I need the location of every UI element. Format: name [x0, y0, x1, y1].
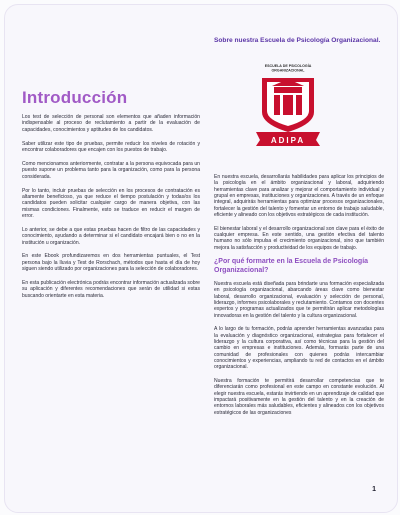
school-paragraph: A lo largo de tu formación, podrás aprender herramientas avanzadas para la evaluación y diagnóstico organizacional, estrategias para fortalecer el liderazgo y la cultura corporativa, así como técnicas para la gestión del cambio en empresas e instituciones. Además, formarás parte de una comunidad de profesionales con quienes podrás intercambiar conocimientos y experiencias, ampliando tu red de contactos en el ámbito organizacional.: [214, 326, 384, 371]
school-heading: Sobre nuestra Escuela de Psicología Organizacional.: [214, 37, 381, 44]
question-heading: ¿Por qué formarte en la Escuela de Psicología Organizacional?: [214, 258, 369, 274]
intro-body: [22, 114, 200, 307]
intro-paragraph: Por lo tanto, incluir pruebas de selección en los procesos de contratación es altamente beneficioso, ya que reduce el tiempo postulación y todas/os los candidatos pueden solicitar cualquier cargo de manera objetiva, con las mismas condiciones. Finalmente, esto se traduce en reducir el margen de error.: [22, 187, 200, 219]
intro-paragraph: Saber utilizar este tipo de pruebas, permite reducir los niveles de rotación y encontrar colaboradores que encajen con los puestos de trabajo.: [22, 140, 200, 153]
school-paragraph: Nuestra escuela está diseñada para brindarte una formación especializada en psicología organizacional, abarcando áreas clave como bienestar laboral, desarrollo organizacional, evaluación y selección de personal, liderazgo, informes psicolaborales y reclutamiento. Contamos con docentes expertos y programas actualizados que te permitirán aplicar metodologías innovadoras en la gestión del talento y la cultura organizacional.: [214, 280, 384, 319]
intro-paragraph: Como mencionamos anteriormente, contratar a la persona equivocada para un puesto supone un problema tanto para la organización, como para la persona considerada.: [22, 160, 200, 180]
adipa-logo: [252, 60, 324, 146]
svg-text:ESCUELA DE PSICOLOGÍA: ESCUELA DE PSICOLOGÍA: [264, 64, 312, 68]
svg-text:ADIPA: ADIPA: [270, 136, 306, 146]
page-number: 1: [372, 486, 376, 493]
school-paragraph: En nuestra escuela, desarrollarás habilidades para aplicar los principios de la psicología en el ámbito organizacional y laboral, adquiriendo herramientas clave para analizar y mejorar el comportamiento individual y grupal en empresas, instituciones y organizaciones. A través de un enfoque integral, adquirirás herramientas para optimizar procesos organizacionales, fortalecer la gestión del talento y fomentar un entorno de trabajo saludable, eficiente y alineado con los objetivos estratégicos de cada institución.: [214, 174, 384, 219]
page-title: Introducción: [22, 88, 128, 107]
svg-text:ORGANIZACIONAL: ORGANIZACIONAL: [271, 68, 305, 73]
intro-paragraph: Lo anterior, se debe a que estas pruebas hacen de filtro de las capacidades y conocimiento, ayudando a determinar si el candidato encajará bien o no en la institución u organización.: [22, 226, 200, 246]
intro-paragraph: Los test de selección de personal son elementos que añaden información indispensable al proceso de reclutamiento a partir de la evaluación de capacidades, conocimientos y aptitudes de los candidatos.: [22, 114, 200, 133]
crest-icon: [262, 78, 314, 132]
school-paragraph: Nuestra formación te permitirá desarrollar competencias que te diferenciarán como profesional en este campo en constante evolución. Al elegir nuestra escuela, estarás invirtiendo en un aprendizaje de calidad que impactará positivamente en la gestión del talento y en la creación de entornos laborales más saludables, eficientes y alineados con los objetivos estratégicos de las organizaciones: [214, 377, 384, 416]
intro-paragraph: En esta publicación electrónica podrás encontrar información actualizada sobre su aplicación y diferentes recomendaciones que serán de utilidad si estas buscando orientarte en esta materia.: [22, 280, 200, 299]
school-body: [214, 174, 384, 423]
school-paragraph: El bienestar laboral y el desarrollo organizacional son clave para el éxito de cualquier empresa. En este sentido, una gestión efectiva del talento humano no sólo impulsa el crecimiento organizacional, sino que también mejora la satisfacción y productividad de los equipos de trabajo.: [214, 225, 384, 251]
intro-paragraph: En este Ebook profundizaremos en dos herramientas puntuales, el Test persona bajo la lluvia y Test de Rorschach, métodos que hasta el día de hoy siguen siendo utilizado por organizaciones para la selección de colaboradores.: [22, 253, 200, 273]
